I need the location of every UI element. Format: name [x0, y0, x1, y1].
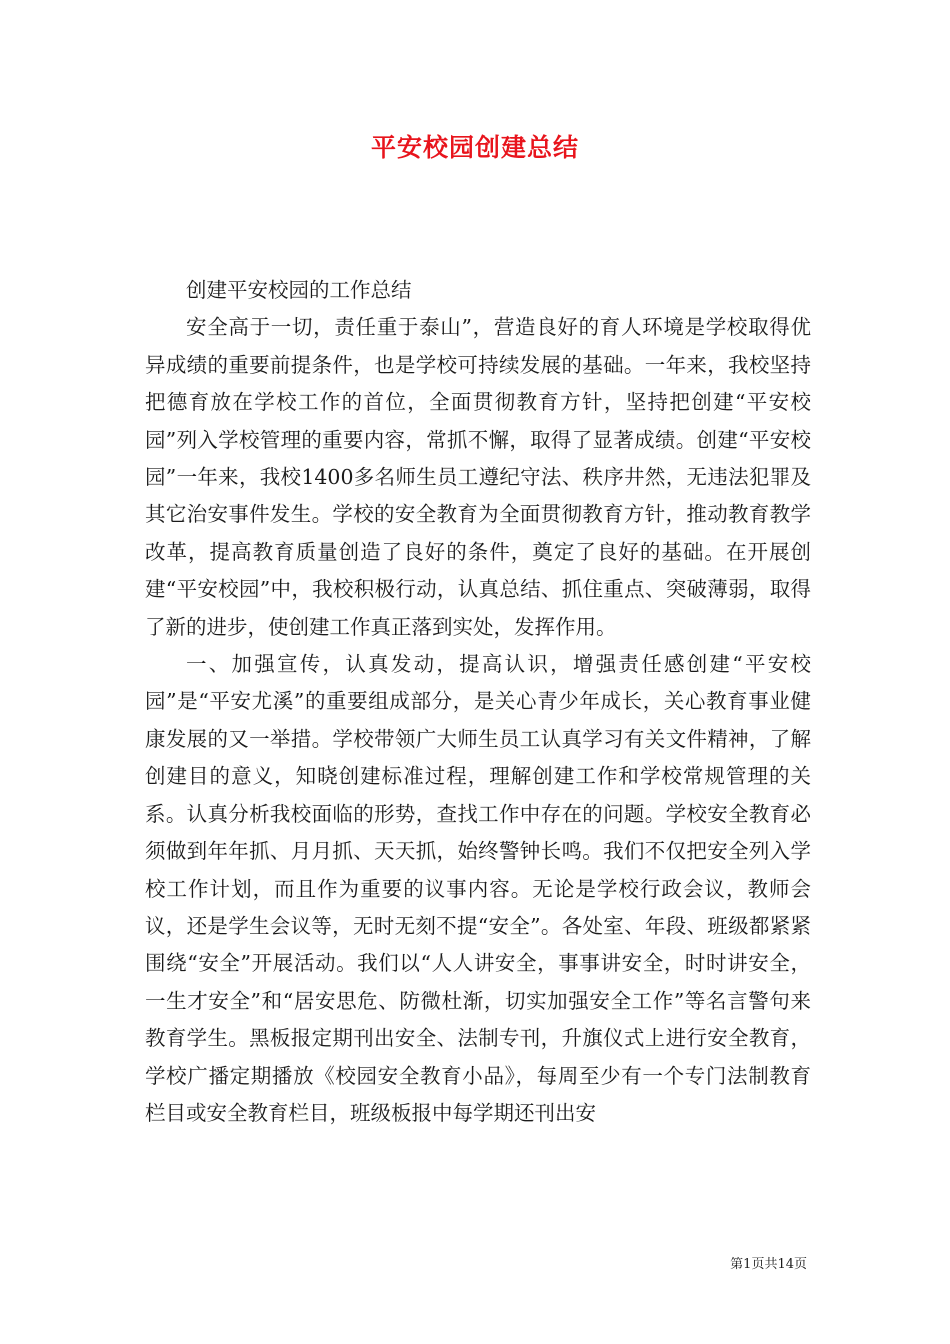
document-title: 平安校园创建总结 — [370, 133, 579, 162]
document-body — [145, 272, 811, 1132]
page-number-footer: 第1页共14页 — [730, 1257, 807, 1272]
paragraph-subtitle: 创建平安校园的工作总结 — [186, 278, 412, 302]
paragraph-section-one: 一、加强宣传，认真发动，提高认识，增强责任感创建“平安校园”是“平安尤溪”的重要组成部分，是关心青少年成长，关心教育事业健康发展的又一举措。学校带领广大师生员工认真学习有关文件精神，了解创建目的意义，知晓创建标准过程，理解创建工作和学校常规管理的关系。认真分析我校面临的形势，查找工作中存在的问题。学校安全教育必须做到年年抓、月月抓、天天抓，始终警钟长鸣。我们不仅把安全列入学校工作计划，而且作为重要的议事内容。无论是学校行政会议，教师会议，还是学生会议等，无时无刻不提“安全”。各处室、年段、班级都紧紧围绕“安全”开展活动。我们以“人人讲安全，事事讲安全，时时讲安全，一生才安全”和“居安思危、防微杜渐，切实加强安全工作”等名言警句来教育学生。黑板报定期刊出安全、法制专刊，升旗仪式上进行安全教育，学校广播定期播放《校园安全教育小品》，每周至少有一个专门法制教育栏目或安全教育栏目，班级板报中每学期还刊出安 — [145, 652, 811, 1125]
paragraph-intro: 安全高于一切，责任重于泰山”，营造良好的育人环境是学校取得优异成绩的重要前提条件，也是学校可持续发展的基础。一年来，我校坚持把德育放在学校工作的首位，全面贯彻教育方针，坚持把创建“平安校园”列入学校管理的重要内容，常抓不懈，取得了显著成绩。创建“平安校园”一年来，我校1400多名师生员工遵纪守法、秩序井然，无违法犯罪及其它治安事件发生。学校的安全教育为全面贯彻教育方针，推动教育教学改革，提高教育质量创造了良好的条件，奠定了良好的基础。在开展创建“平安校园”中，我校积极行动，认真总结、抓住重点、突破薄弱，取得了新的进步，使创建工作真正落到实处，发挥作用。 — [145, 315, 811, 639]
